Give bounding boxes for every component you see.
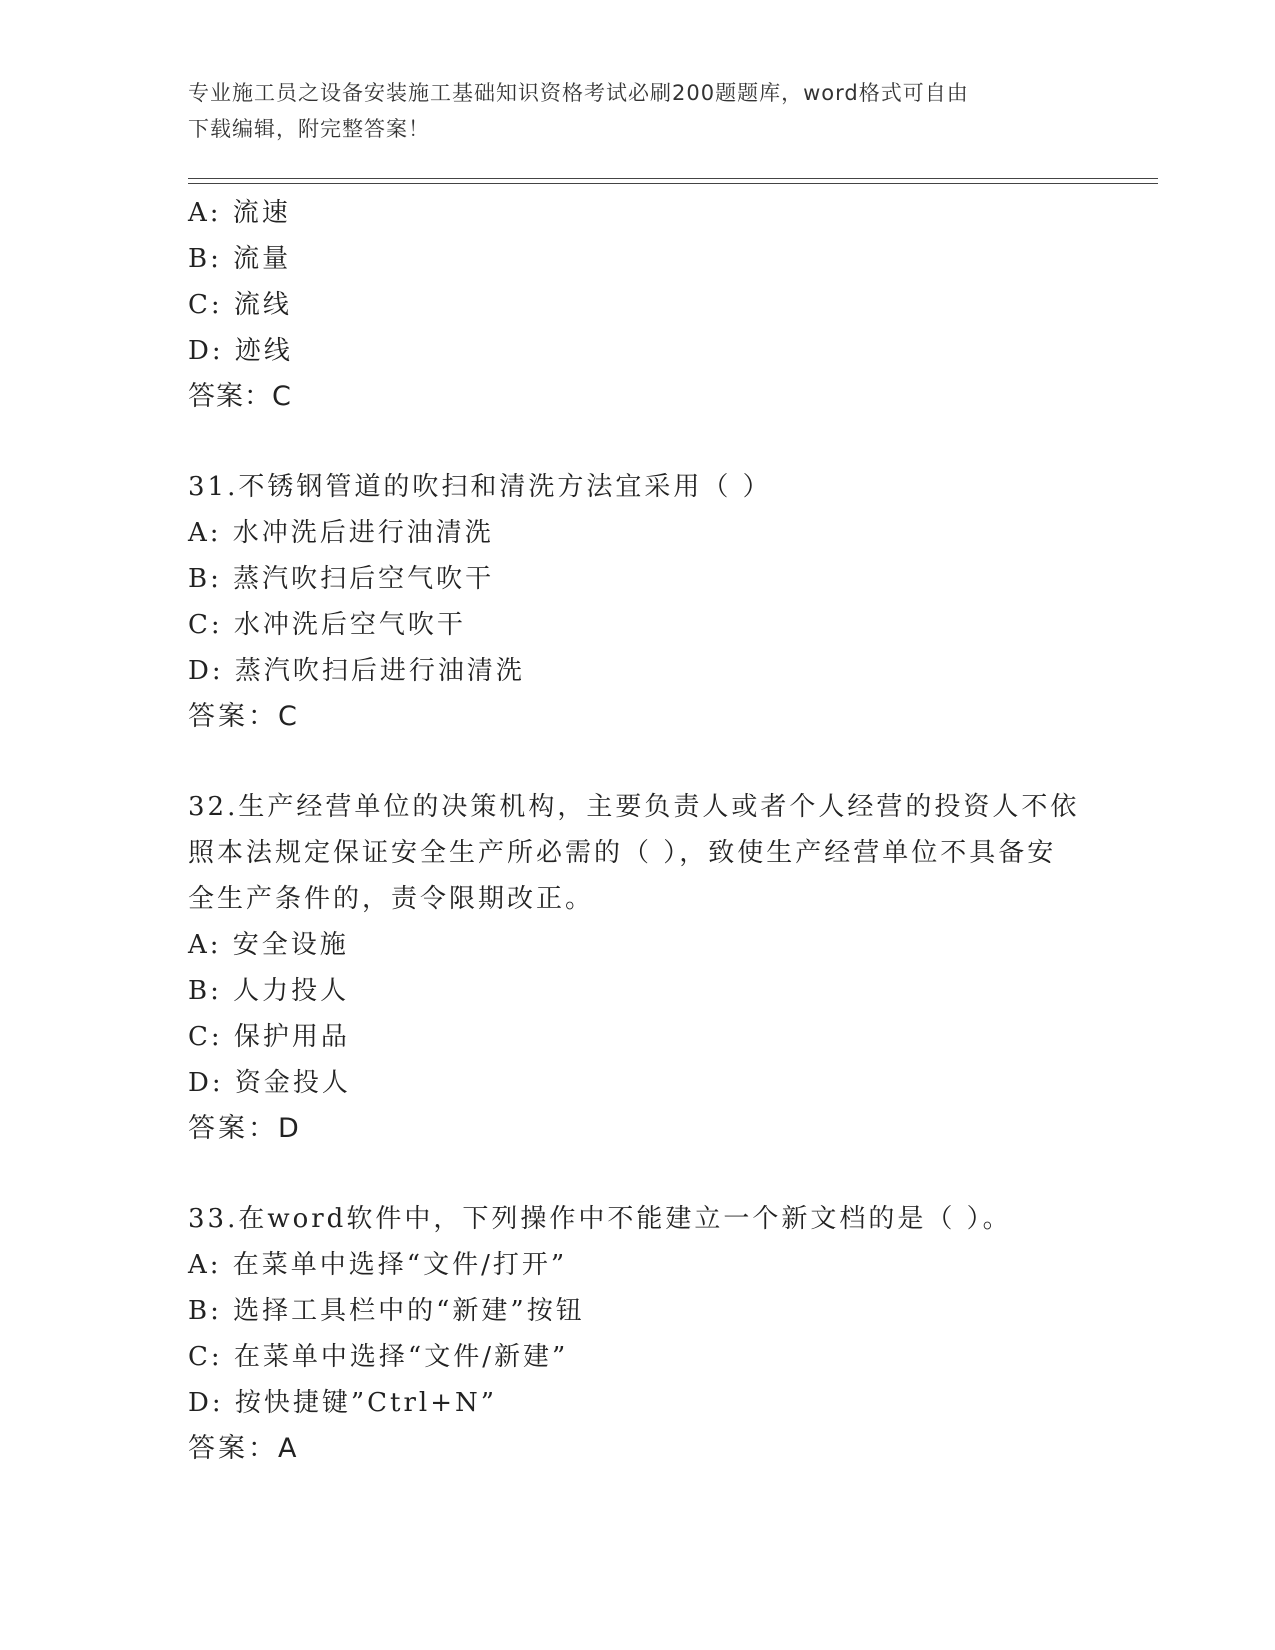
question-block-33 xyxy=(188,1196,1088,1472)
answer-line: 答案：D xyxy=(188,1113,302,1144)
option-c: C: 在菜单中选择“文件/新建” xyxy=(188,1342,569,1372)
question-text-line-2: 照本法规定保证安全生产所必需的（ ），致使生产经营单位不具备安 xyxy=(188,838,1057,868)
question-block-32 xyxy=(188,784,1088,1152)
option-a: A: 在菜单中选择“文件/打开” xyxy=(188,1250,568,1280)
question-list xyxy=(188,190,1088,1472)
option-c: C: 水冲洗后空气吹干 xyxy=(188,610,466,640)
header-line-1: 专业施工员之设备安装施工基础知识资格考试必刷200题题库，word格式可自由 xyxy=(188,81,969,105)
header-rule-top xyxy=(188,178,1158,179)
answer-line: 答案：A xyxy=(188,1433,300,1464)
question-block-30 xyxy=(188,190,1088,420)
option-d: D: 蒸汽吹扫后进行油清洗 xyxy=(188,656,525,686)
document-header xyxy=(188,75,1088,147)
option-d: D: 迹线 xyxy=(188,336,293,366)
option-b: B: 人力投人 xyxy=(188,976,350,1006)
question-text-line-3: 全生产条件的，责令限期改正。 xyxy=(188,884,595,914)
option-a: A: 水冲洗后进行油清洗 xyxy=(188,518,494,548)
option-b: B: 蒸汽吹扫后空气吹干 xyxy=(188,564,495,594)
header-line-2: 下载编辑，附完整答案！ xyxy=(188,117,430,141)
question-block-31 xyxy=(188,464,1088,740)
option-d: D: 资金投人 xyxy=(188,1068,351,1098)
answer-line: 答案：C xyxy=(188,701,300,732)
question-text-line-1: 32.生产经营单位的决策机构，主要负责人或者个人经营的投资人不依 xyxy=(188,792,1080,822)
header-rule-bottom xyxy=(188,183,1158,184)
question-text: 33.在word软件中，下列操作中不能建立一个新文档的是（ ）。 xyxy=(188,1204,1012,1234)
option-b: B: 选择工具栏中的“新建”按钮 xyxy=(188,1296,585,1326)
option-d: D: 按快捷键”Ctrl+N” xyxy=(188,1388,498,1418)
answer-line: 答案：C xyxy=(188,381,292,412)
option-a: A: 安全设施 xyxy=(188,930,349,960)
option-b: B: 流量 xyxy=(188,244,292,274)
option-c: C: 流线 xyxy=(188,290,292,320)
option-a: A: 流速 xyxy=(188,198,291,228)
option-c: C: 保护用品 xyxy=(188,1022,350,1052)
question-text: 31.不锈钢管道的吹扫和清洗方法宜采用（ ） xyxy=(188,472,772,502)
